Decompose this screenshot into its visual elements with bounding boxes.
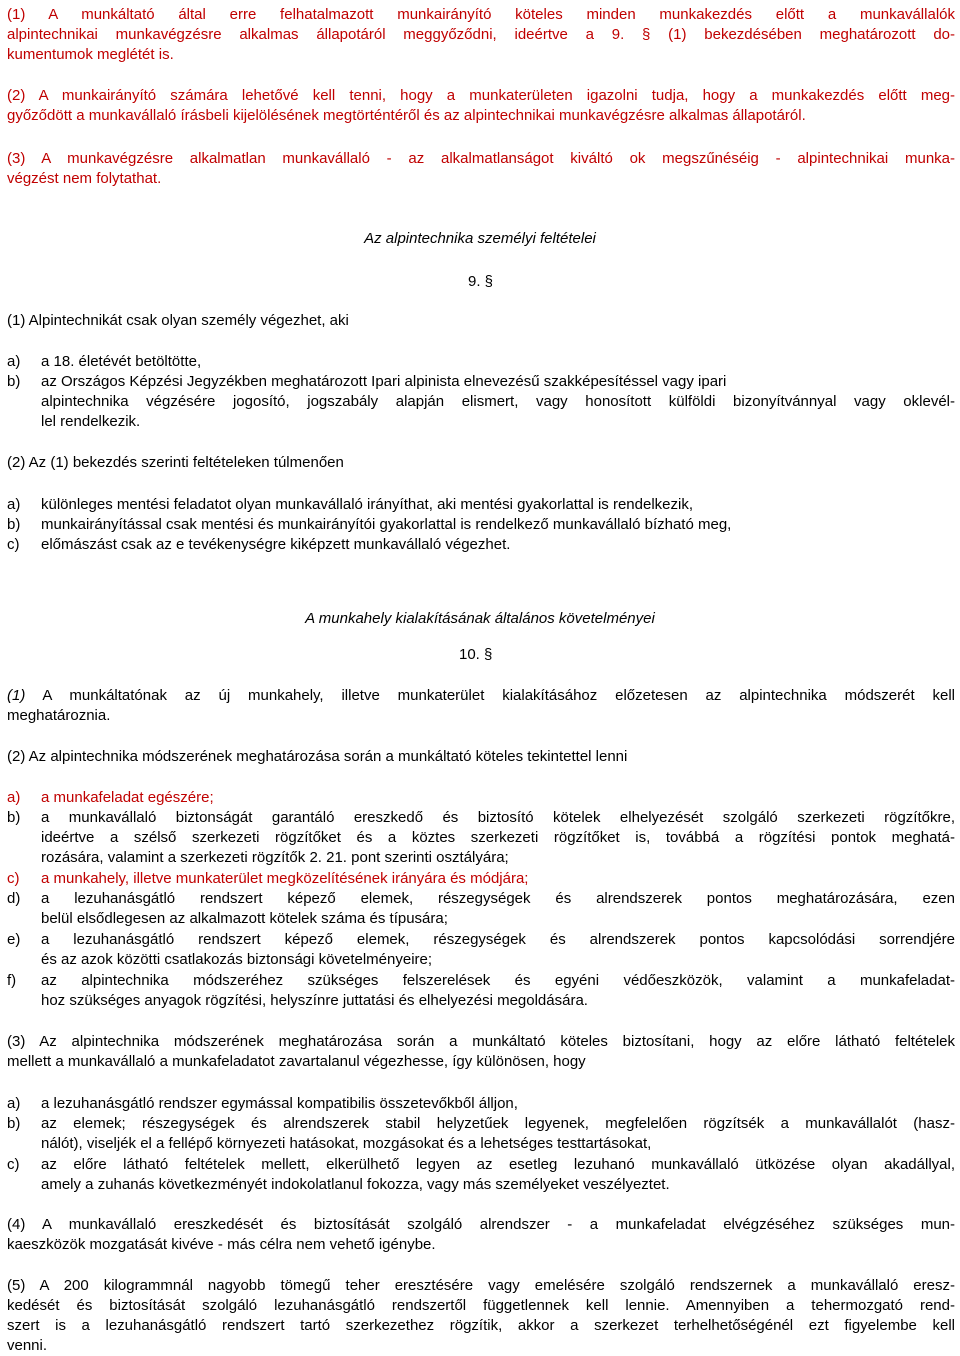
text-line: a lezuhanásgátló rendszert képező elemek, részegységek és alrendszerek pontos meghatározására, ezen — [41, 890, 955, 907]
list-label: c) — [7, 1156, 20, 1173]
list-label: a) — [7, 496, 21, 513]
list-label: b) — [7, 373, 21, 390]
list-label: b) — [7, 516, 21, 533]
text-line: és az azok közötti csatlakozás biztonsági követelményeire; — [41, 951, 433, 968]
text-line: venni. — [7, 1337, 48, 1354]
text-line: (1) A munkáltató által erre felhatalmazott munkairányító köteles minden munkakezdés előtt a munkavállalók — [7, 6, 955, 23]
section-10-title: A munkahely kialakításának általános követelményei — [305, 610, 655, 627]
list-label: a) — [7, 789, 21, 806]
list-label: b) — [7, 1115, 21, 1132]
text-line: az alpintechnika módszeréhez szükséges felszerelések és egyéni védőeszközök, valamint a munkafeladat- — [41, 972, 955, 989]
text-line: szert is a lezuhanásgátló rendszert tartó szerkezethez rögzítik, akkor a szerkezet terhelhetőségénél ezt figyelembe kell — [7, 1317, 955, 1334]
section-9-p2-intro: (2) Az (1) bekezdés szerinti feltételeken túlmenően — [7, 454, 344, 471]
text-line: hoz szükséges anyagok rögzítési, helyszínre juttatási és elhelyezési megoldására. — [41, 992, 588, 1009]
list-label: a) — [7, 1095, 21, 1112]
text-line: lel rendelkezik. — [41, 413, 141, 430]
text-line: győződött a munkavállaló írásbeli kijelölésének megtörténtéről és az alpintechnikai munkavégzésre alkalmas állapotáról. — [7, 107, 806, 124]
text-line: (4) A munkavállaló ereszkedését és biztosítását szolgáló alrendszer - a munkafeladat elvégzéséhez szükséges mun- — [7, 1216, 955, 1233]
text-line: kumentumok meglétét is. — [7, 46, 174, 63]
paragraph-top-1 — [7, 5, 955, 65]
text-line: belül elsődlegesen az alkalmazott kötelek száma és típusára; — [41, 910, 448, 927]
text-line: különleges mentési feladatot olyan munkavállaló irányíthat, aki mentési gyakorlattal is rendelkezik, — [41, 496, 694, 513]
section-10-number: 10. § — [459, 646, 493, 663]
text-line — [7, 686, 955, 706]
section-10-paragraph-3 — [7, 1032, 955, 1072]
list-label: b) — [7, 809, 21, 826]
text-line: amely a zuhanás következményét indokolatlanul fokozza, vagy más személyeket veszélyeztet. — [41, 1176, 670, 1193]
list-label: c) — [7, 870, 20, 887]
section-9-number: 9. § — [468, 273, 494, 290]
text-line: meghatároznia. — [7, 707, 111, 724]
text-line: a lezuhanásgátló rendszert képező elemek, részegységek és alrendszerek pontos kapcsolódási sorrendjére — [41, 931, 955, 948]
list-label: c) — [7, 536, 20, 553]
text-line: előmászást csak az e tevékenységre kiképzett munkavállaló végezhet. — [41, 536, 511, 553]
text-line: kaeszközök mozgatását kivéve - más célra nem vehető igénybe. — [7, 1236, 436, 1253]
text-line: a munkahely, illetve munkaterület megközelítésének irányára és módjára; — [41, 870, 529, 887]
list-label: e) — [7, 931, 21, 948]
text-line: munkairányítással csak mentési és munkairányítói gyakorlattal is rendelkező munkavállaló bízható meg, — [41, 516, 732, 533]
section-10-p2-intro: (2) Az alpintechnika módszerének meghatározása során a munkáltató köteles tekintettel lenni — [7, 748, 628, 765]
text-line: kedését és biztosítását szolgáló lezuhanásgátló rendszertől függetlennek kell lennie. Amennyiben a tehermozgató rend- — [7, 1297, 955, 1314]
text-line: mellett a munkavállaló a munkafeladatot zavartalanul végezhesse, így különösen, hogy — [7, 1053, 586, 1070]
list-label: a) — [7, 353, 21, 370]
text-line: (3) Az alpintechnika módszerének meghatározása során a munkáltató köteles biztosítani, hogy az előre látható feltételek — [7, 1033, 955, 1050]
text-line: (3) A munkavégzésre alkalmatlan munkavállaló - az alkalmatlanságot kiváltó ok megszűnéséig - alpintechnikai munka- — [7, 150, 955, 167]
section-9-p1-intro: (1) Alpintechnikát csak olyan személy végezhet, aki — [7, 312, 349, 329]
text-line: az Országos Képzési Jegyzékben meghatározott Ipari alpinista elnevezésű szakképesítéssel vagy ipari — [41, 373, 727, 390]
paragraph-number: (1) — [7, 687, 26, 704]
text-line: a munkavállaló biztonságát garantáló ereszkedő és biztosító kötelek elhelyezését szolgáló szerkezeti rögzítőkre, — [41, 809, 955, 826]
text-line: a 18. életévét betöltötte, — [41, 353, 202, 370]
text-line: a lezuhanásgátló rendszer egymással kompatibilis összetevőkből álljon, — [41, 1095, 518, 1112]
text-line: a munkafeladat egészére; — [41, 789, 214, 806]
section-10-paragraph-5 — [7, 1276, 955, 1356]
text-line: alpintechnika végzésére jogosító, jogszabály alapján elismert, vagy honosított külföldi bizonyítvánnyal vagy oklevél- — [41, 393, 955, 410]
text-line: végzést nem folytathat. — [7, 170, 162, 187]
text-span: A munkáltatónak az új munkahely, illetve munkaterület kialakításához előzetesen az alpintechnika módszerét kell — [25, 687, 955, 704]
text-line: ideértve a szélső szerkezeti rögzítőket és a köztes szerkezeti rögzítőket is, továbbá a rögzítési pontok meghatá- — [41, 829, 955, 846]
list-label: f) — [7, 972, 17, 989]
section-10-paragraph-4 — [7, 1215, 955, 1255]
text-line: rozására, valamint a szerkezeti rögzítők 2. 21. pont szerinti osztályára; — [41, 849, 509, 866]
section-9-title: Az alpintechnika személyi feltételei — [364, 230, 596, 247]
text-line: az elemek; részegységek és alrendszerek stabil helyzetűek legyenek, megfelelően rögzítsék a munkavállalót (hasz- — [41, 1115, 955, 1132]
text-line: (5) A 200 kilogrammnál nagyobb tömegű teher eresztésére vagy emelésére szolgáló rendszernek a munkavállaló eresz- — [7, 1277, 955, 1294]
text-line: (2) A munkairányító számára lehetővé kell tenni, hogy a munkaterületen igazolni tudja, hogy a munkakezdés előtt meg- — [7, 87, 955, 104]
text-line: alpintechnikai munkavégzésre alkalmas állapotáról meggyőződni, ideértve a 9. § (1) bekezdésében meghatározott do- — [7, 26, 955, 43]
paragraph-top-2 — [7, 86, 955, 126]
text-line: az előre látható feltételek mellett, elkerülhető legyen az esetleg lezuhanó munkavállaló ütközése olyan akadállyal, — [41, 1156, 955, 1173]
paragraph-top-3 — [7, 149, 955, 189]
section-10-paragraph-1 — [7, 686, 955, 726]
list-label: d) — [7, 890, 21, 907]
text-line: nálót), viseljék el a fellépő környezeti hatásokat, mozgásokat és a lehetséges testtartásokat, — [41, 1135, 652, 1152]
